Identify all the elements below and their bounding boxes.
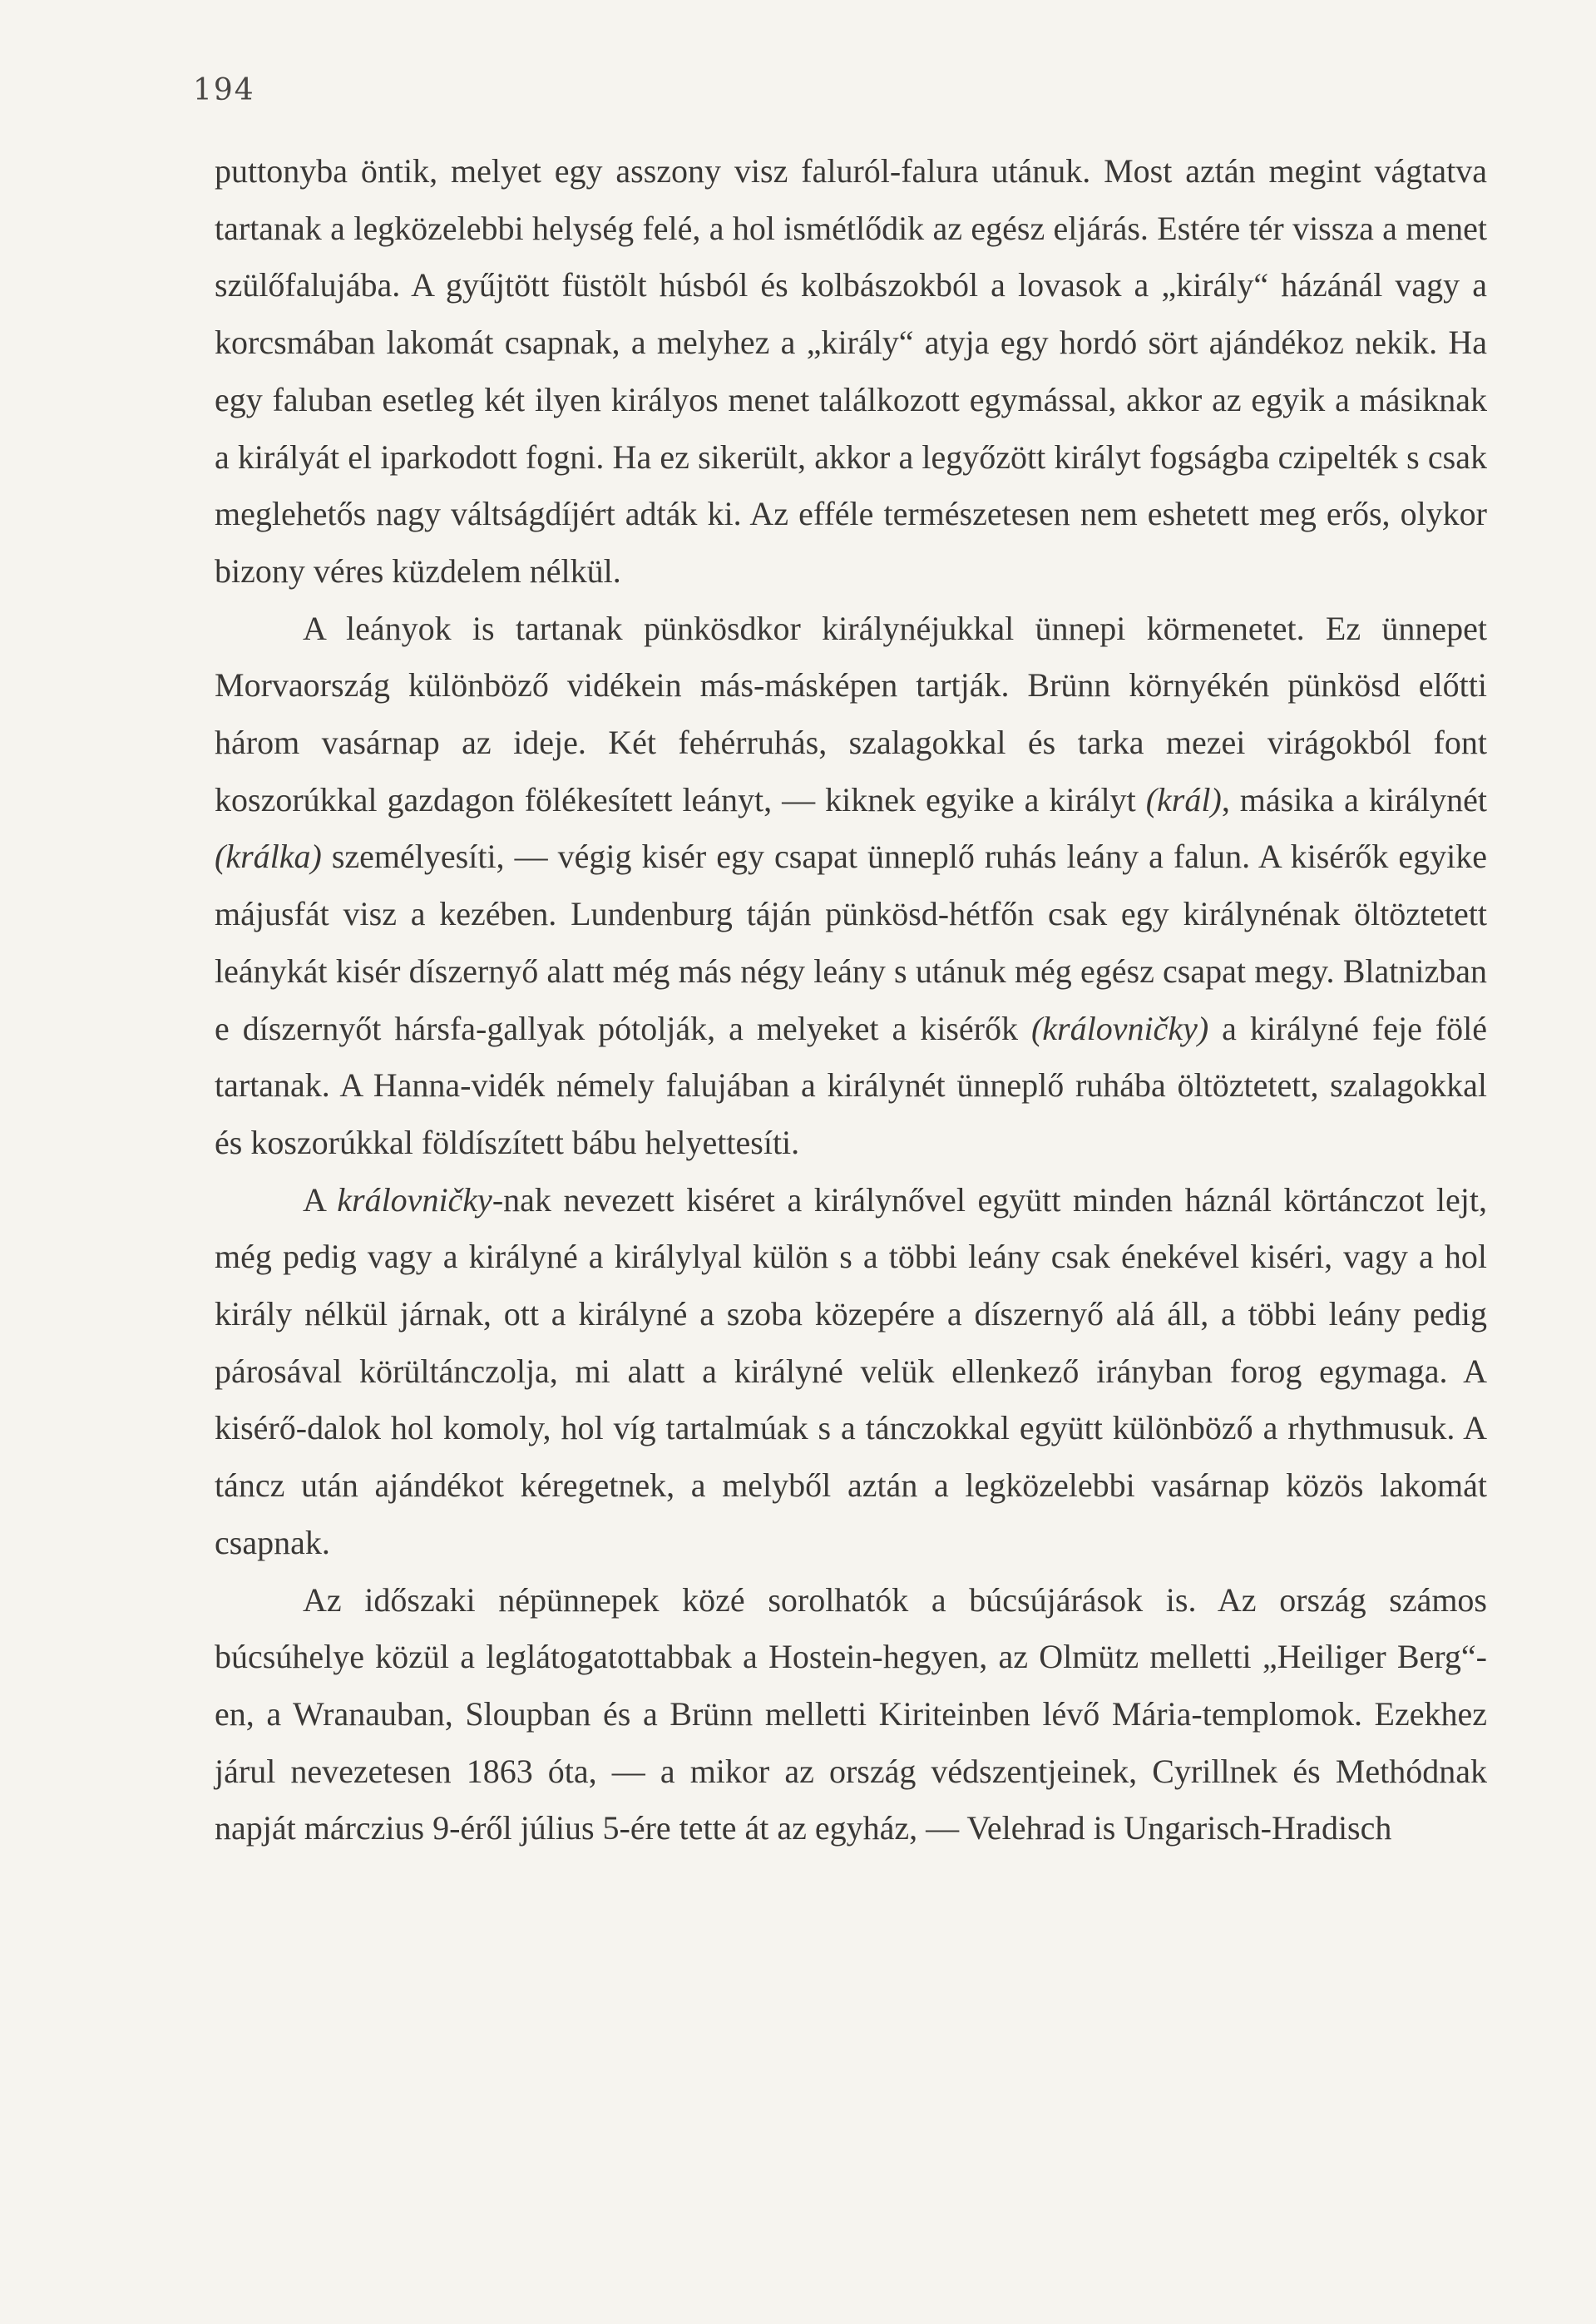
italic-term-kralovnicky: královničky [337, 1180, 492, 1219]
page-number: 194 [193, 73, 255, 107]
italic-term-kralka: (králka) [215, 838, 322, 876]
paragraph-3 [215, 1172, 1487, 1572]
italic-term-kralovnicky: (královničky) [1030, 1009, 1209, 1047]
text-run: A leányok is tartanak pünkösdkor királynéjukkal ünnepi körmenetet. Ez ünnepet Morvaország különböző vidékein más-másképen tartják. Brünn környékén pünkösd előtti három vasárnap az ideje. Két fehérruhás, szalagokkal és tarka mezei virágokból font koszorúkkal gazdagon fölékesített leányt, — kiknek egyike a királyt [215, 609, 1487, 818]
text-run: -nak nevezett kiséret a királynővel együtt minden háznál körtánczot lejt, még pedig vagy a királyné a királylyal külön s a többi leány csak énekével kiséri, vagy a hol király nélkül járnak, ott a királyné a szoba közepére a díszernyő alá áll, a többi leány pedig párosával körültánczolja, mi alatt a királyné velük ellenkező irányban forog egymaga. A kisérő-dalok hol komoly, hol víg tartalmúak s a tánczokkal együtt különböző a rhythmusuk. A táncz után ajándékot kéregetnek, a melyből aztán a legközelebbi vasárnap közös lakomát csapnak. [215, 1180, 1487, 1561]
text-run: a királyné feje fölé tartanak. A Hanna-vidék némely falujában a királynét ünneplő ruhába öltöztetett, szalagokkal és koszorúkkal földíszített bábu helyettesíti. [215, 1009, 1487, 1161]
paragraph-2 [215, 601, 1487, 1172]
text-run: , másika a királynét [1221, 780, 1487, 818]
paragraph-1: puttonyba öntik, melyet egy asszony visz faluról-falura utánuk. Most aztán megint vágtatva tartanak a legközelebbi helység felé, a hol ismétlődik az egész eljárás. Estére tér vissza a menet szülőfalujába. A gyűjtött füstölt húsból és kolbászokból a lovasok a „király“ házánál vagy a korcsmában lakomát csapnak, a melyhez a „király“ atyja egy hordó sört ajándékoz nekik. Ha egy faluban esetleg két ilyen királyos menet találkozott egymással, akkor az egyik a másiknak a királyát el iparkodott fogni. Ha ez sikerült, akkor a legyőzött királyt fogságba czipelték s csak meglehetős nagy váltságdíjért adták ki. Az efféle természetesen nem eshetett meg erős, olykor bizony véres küzdelem nélkül. [215, 152, 1487, 590]
italic-term-kral: (král) [1145, 780, 1222, 818]
paragraph-4: Az időszaki népünnepek közé sorolhatók a búcsújárások is. Az ország számos búcsúhelye közül a leglátogatottabbak a Hostein-hegyen, az Olmütz melletti „Heiliger Berg“-en, a Wranauban, Sloupban és a Brünn melletti Kiriteinben lévő Mária-templomok. Ezekhez járul nevezetesen 1863 óta, — a mikor az ország védszentjeinek, Cyrillnek és Methódnak napját márczius 9-éről július 5-ére tette át az egyház, — Velehrad is Ungarisch-Hradisch [215, 1580, 1487, 1847]
text-run: A [303, 1180, 338, 1219]
body-text [215, 143, 1487, 1857]
text-run: személyesíti, — végig kisér egy csapat ünneplő ruhás leány a falun. A kisérők egyike májusfát visz a kezében. Lundenburg táján pünkösd-hétfőn csak egy királynénak öltöztetett leánykát kisér díszernyő alatt még más négy leány s utánuk még egész csapat megy. Blatnizban e díszernyőt hársfa-gallyak pótolják, a melyeket a kisérők [215, 838, 1487, 1047]
